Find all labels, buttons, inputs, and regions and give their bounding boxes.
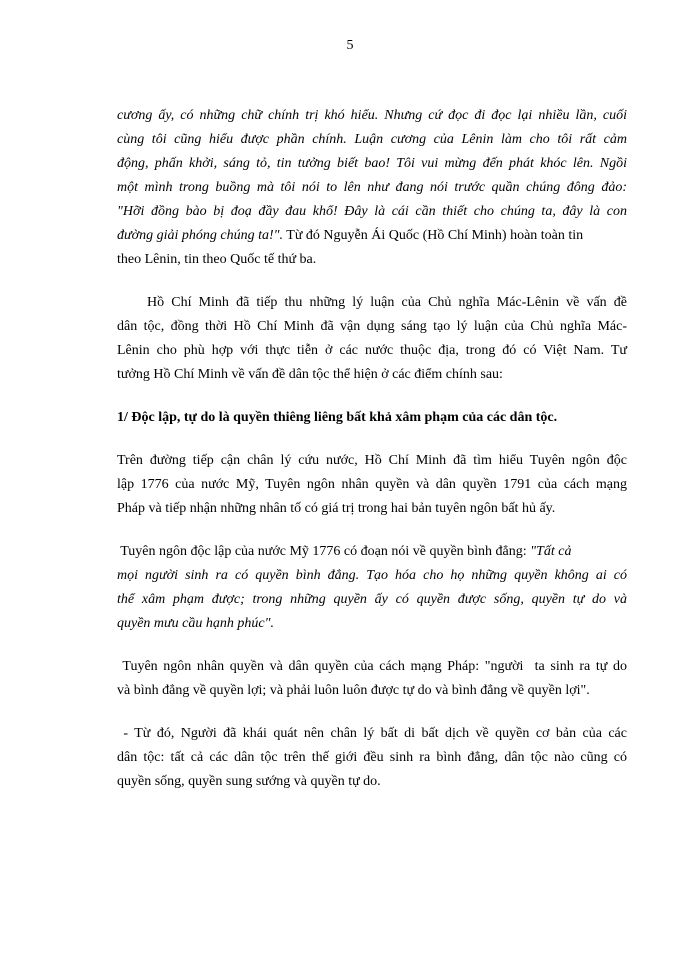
text-line: Lênin cho phù hợp với thực tiễn ở các nước thuộc địa, trong đó có Việt Nam. Tư — [117, 343, 627, 358]
italic-quote-end: đường giải phóng chúng ta!". — [117, 228, 284, 243]
text-line: cùng tôi cũng hiểu được phần chính. Luận cương của Lênin làm cho tôi rất cảm — [117, 132, 627, 147]
text-line — [117, 540, 627, 564]
heading-text: 1/ Độc lập, tự do là quyền thiêng liêng bất khả xâm phạm của các dân tộc. — [117, 410, 558, 425]
paragraph-tuyen-ngon — [117, 449, 627, 521]
text-line: cương ấy, có những chữ chính trị khó hiểu. Nhưng cứ đọc đi đọc lại nhiều lần, cuối — [117, 108, 627, 123]
text-line: "Hỡi đồng bào bị đoạ đầy đau khổ! Đây là cái cần thiết cho chúng ta, đây là con — [117, 204, 627, 219]
text-line: dân tộc: tất cả các dân tộc trên thế giới đều sinh ra bình đẳng, dân tộc nào cũng có — [117, 750, 627, 765]
section-heading — [117, 406, 627, 430]
text-line: quyền sống, quyền sung sướng và quyền tự do. — [117, 774, 381, 789]
italic-quote-start: "Tất cả — [530, 544, 572, 559]
paragraph-chan-ly — [117, 722, 627, 794]
text-line: quyền mưu cầu hạnh phúc". — [117, 616, 274, 631]
text-line: Trên đường tiếp cận chân lý cứu nước, Hồ Chí Minh đã tìm hiểu Tuyên ngôn độc — [117, 453, 627, 468]
document-body — [117, 104, 627, 794]
text-line: thể xâm phạm được; trong những quyền ấy có quyền được sống, quyền tự do và — [117, 592, 627, 607]
text-line: động, phấn khởi, sáng tỏ, tin tưởng biết bao! Tôi vui mừng đến phát khóc lên. Ngồi — [117, 156, 627, 171]
text-line: dân tộc, đồng thời Hồ Chí Minh đã vận dụng sáng tạo lý luận của Chủ nghĩa Mác- — [117, 319, 627, 334]
text-line: Hồ Chí Minh đã tiếp thu những lý luận của Chủ nghĩa Mác-Lênin về vấn đề — [147, 295, 627, 310]
text-line: Pháp và tiếp nhận những nhân tố có giá trị trong hai bản tuyên ngôn bất hủ ấy. — [117, 501, 556, 516]
text-line — [117, 224, 627, 248]
paragraph-my-1776 — [117, 540, 627, 636]
page-number: 5 — [346, 38, 354, 53]
text-line: Tuyên ngôn nhân quyền và dân quyền của cách mạng Pháp: "người ta sinh ra tự do — [117, 659, 627, 674]
text-line: mọi người sinh ra có quyền bình đẳng. Tạo hóa cho họ những quyền không ai có — [117, 568, 627, 583]
paragraph-quote-lenin — [117, 104, 627, 272]
text-line: và bình đẳng về quyền lợi; và phải luôn luôn được tự do và bình đẳng về quyền lợi". — [117, 683, 590, 698]
paragraph-phap — [117, 655, 627, 703]
paragraph-tiep-thu — [117, 291, 627, 387]
text-line: theo Lênin, tin theo Quốc tế thứ ba. — [117, 252, 317, 267]
text-line: - Từ đó, Người đã khái quát nên chân lý bất di bất dịch về quyền cơ bản của các — [117, 726, 627, 741]
text-line: một mình trong buồng mà tôi nói to lên như đang nói trước quần chúng đông đảo: — [117, 180, 627, 195]
text-line: lập 1776 của nước Mỹ, Tuyên ngôn nhân quyền và dân quyền 1791 của cách mạng — [117, 477, 627, 492]
text-line: tưởng Hồ Chí Minh về vấn đề dân tộc thể hiện ở các điểm chính sau: — [117, 367, 503, 382]
text-segment: Tuyên ngôn độc lập của nước Mỹ 1776 có đoạn nói về quyền bình đẳng: — [117, 544, 531, 559]
text-segment: Từ đó Nguyễn Ái Quốc (Hồ Chí Minh) hoàn toàn tin — [283, 228, 584, 243]
